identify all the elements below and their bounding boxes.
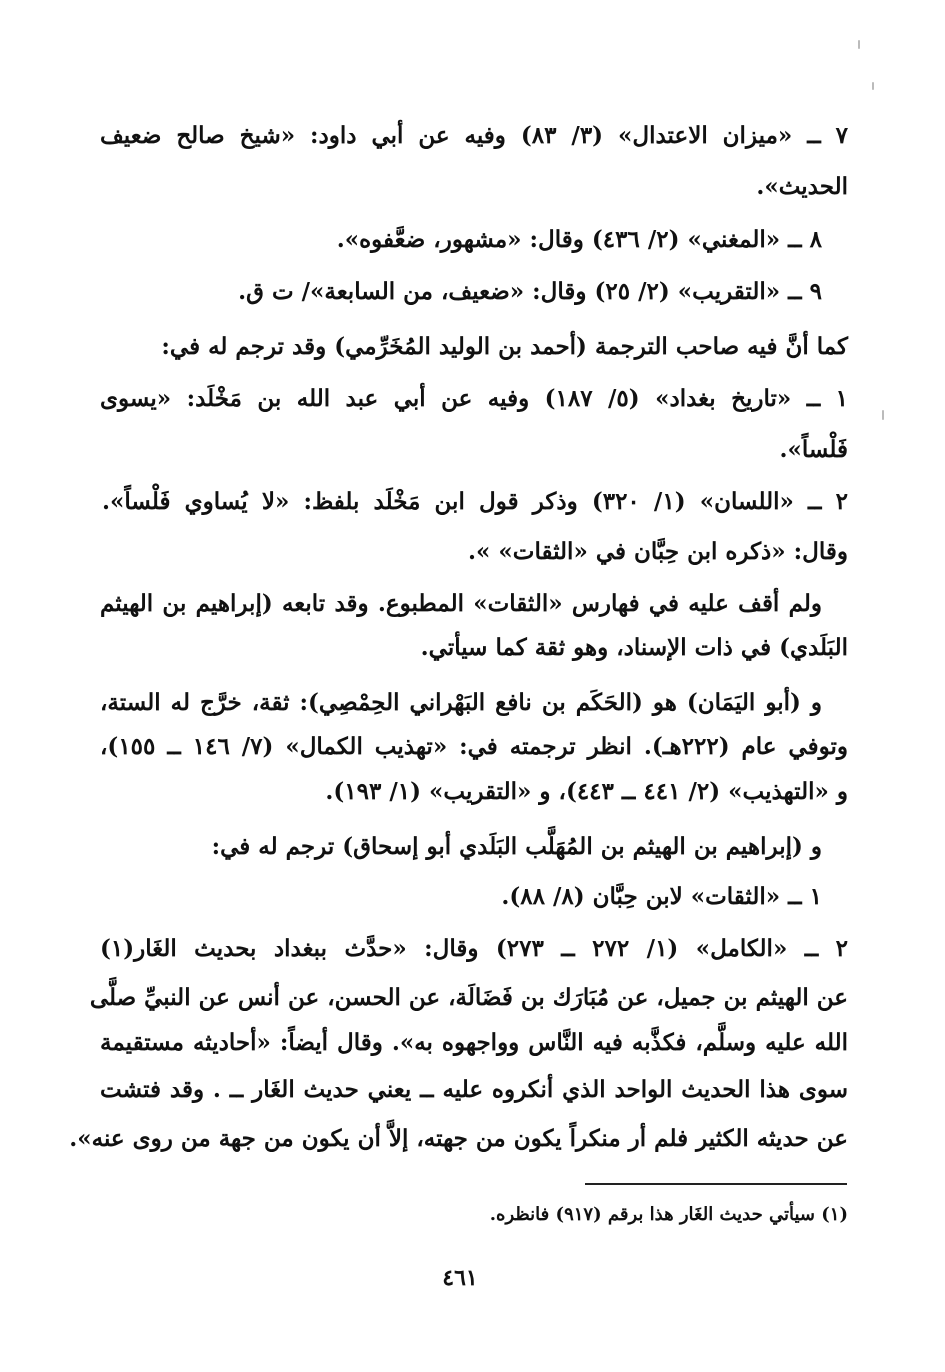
text-line: سوى هذا الحديث الواحد الذي أنكروه عليه ــ يعني حديث الغَار ــ . وقد فتشت — [100, 1076, 848, 1103]
text-line: وقال: «ذكره ابن حِبَّان في «الثقات» ». — [468, 538, 848, 565]
text-line: ٩ ــ «التقريب» (٢/ ٢٥) وقال: «ضعيف، من السابعة»/ ت ق. — [238, 278, 822, 305]
text-line: عن الهيثم بن جميل، عن مُبَارَك بن فَضَالَة، عن الحسن، عن أنس عن النبيِّ صلَّى — [89, 984, 848, 1011]
text-line: ٧ ــ «ميزان الاعتدال» (٣/ ٨٣) وفيه عن أبي داود: «شيخ صالح ضعيف — [100, 122, 848, 149]
text-line: البَلَدي) في ذات الإسناد، وهو ثقة كما سيأتي. — [420, 634, 848, 661]
text-line: و «التهذيب» (٢/ ٤٤١ ــ ٤٤٣)، و «التقريب» (١/ ١٩٣). — [325, 778, 848, 805]
text-line: ٢ ــ «اللسان» (١/ ٣٢٠) وذكر قول ابن مَخْلَد بلفظ: «لا يُساوي فَلْساً». — [102, 488, 848, 515]
margin-mark — [858, 40, 860, 49]
text-line: ١ ــ «الثقات» لابن حِبَّان (٨/ ٨٨). — [501, 883, 822, 910]
text-line: ٢ ــ «الكامل» (١/ ٢٧٢ ــ ٢٧٣) وقال: «حدَّث ببغداد بحديث الغَار(١) — [100, 935, 848, 962]
text-line: الحديث». — [756, 173, 848, 200]
text-line: عن حديثه الكثير فلم أر منكراً يكون من جهته، إلاَّ أن يكون من جهة من روى عنه». — [69, 1125, 848, 1152]
text-line: و (إبراهيم بن الهيثم بن المُهَلَّب البَلَدي أبو إسحاق) ترجم له في: — [211, 833, 822, 860]
footnote-separator — [585, 1183, 847, 1185]
text-line: فَلْساً». — [779, 436, 848, 463]
text-line: ١ ــ «تاريخ بغداد» (٥/ ١٨٧) وفيه عن أبي عبد الله بن مَخْلَد: «يسوى — [100, 385, 848, 412]
text-line: كما أنَّ فيه صاحب الترجمة (أحمد بن الوليد المُخَرِّمي) وقد ترجم له في: — [161, 333, 848, 360]
text-line: الله عليه وسلَّم، فكذَّبه فيه النَّاس وواجهوه به». وقال أيضاً: «أحاديثه مستقيمة — [100, 1029, 848, 1056]
text-line: ٨ ــ «المغني» (٢/ ٤٣٦) وقال: «مشهور، ضعَّفوه». — [336, 226, 822, 253]
text-line: ولم أقف عليه في فهارس «الثقات» المطبوع. وقد تابعه (إبراهيم بن الهيثم — [100, 590, 822, 617]
margin-mark — [882, 410, 884, 420]
text-line: و (أبو اليَمَان) هو (الحَكَم بن نافع البَهْراني الحِمْصِي): ثقة، خرَّج له الستة، — [100, 689, 822, 716]
margin-mark — [872, 82, 874, 90]
page-number: ٤٦١ — [442, 1265, 478, 1291]
footnote: (١) سيأتي حديث الغَار هذا برقم (٩١٧) فانظره. — [489, 1204, 848, 1225]
text-line: وتوفي عام (٢٢٢هـ). انظر ترجمته في: «تهذيب الكمال» (٧/ ١٤٦ ــ ١٥٥)، — [100, 733, 848, 760]
